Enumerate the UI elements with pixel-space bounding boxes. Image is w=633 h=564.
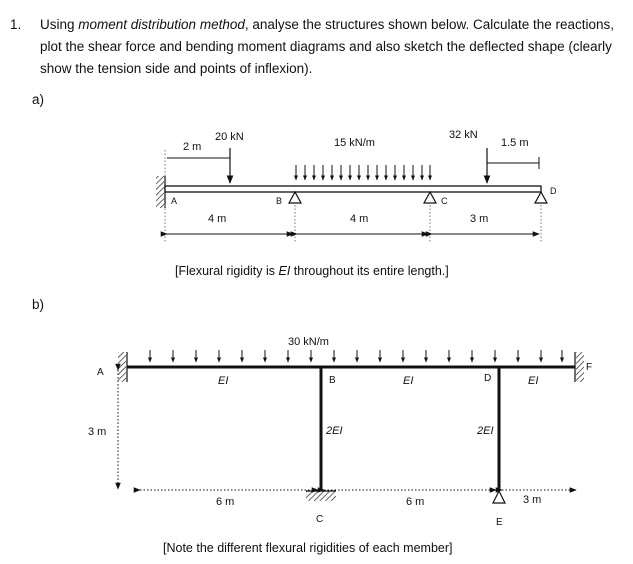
pin-support-d xyxy=(535,192,547,203)
udl-15 xyxy=(296,165,430,180)
ei-ab-label: EI xyxy=(218,375,229,387)
node-d-label: D xyxy=(550,186,557,196)
node-b-e-label: E xyxy=(496,517,503,528)
ei-de-label: 2EI xyxy=(477,425,494,437)
beam-a xyxy=(165,186,541,192)
node-b-b-label: B xyxy=(329,375,336,386)
pin-support-b xyxy=(289,192,301,203)
span-ce-label: 6 m xyxy=(406,496,425,508)
node-b-c-label: C xyxy=(316,514,324,525)
node-b-a-label: A xyxy=(97,367,104,378)
note-a: [Flexural rigidity is EI throughout its entire length.] xyxy=(175,264,449,278)
question-line-3: show the tension side and points of inflexion). xyxy=(40,61,313,76)
ei-bc-label: 2EI xyxy=(326,425,343,437)
fixed-support-a xyxy=(156,176,164,208)
label-2m: 2 m xyxy=(183,141,202,153)
udl-30 xyxy=(150,350,562,362)
question-line-2: plot the shear force and bending moment diagrams and also sketch the deflected shape (clearly xyxy=(40,39,612,54)
part-b-label: b) xyxy=(32,297,45,312)
span-bc-label: 4 m xyxy=(350,213,369,225)
note-b: [Note the different flexural rigidities of each member] xyxy=(163,541,453,555)
pin-support-e xyxy=(493,491,505,503)
span-ac-label: 6 m xyxy=(216,496,235,508)
node-b-d-label: D xyxy=(484,373,492,384)
ei-bd-label: EI xyxy=(403,375,414,387)
part-b-diagram xyxy=(88,336,592,555)
span-cd-label: 3 m xyxy=(470,213,489,225)
pin-support-c xyxy=(424,192,436,203)
label-15knm: 15 kN/m xyxy=(334,137,375,149)
span-ef-label: 3 m xyxy=(523,494,542,506)
span-ab-label: 4 m xyxy=(208,213,227,225)
question-line-1: Using moment distribution method, analyse the structures shown below. Calculate the reactions, xyxy=(40,17,615,32)
part-a-label: a) xyxy=(32,92,45,107)
fixed-support-c xyxy=(306,491,336,501)
node-b-label: B xyxy=(276,196,283,206)
label-20kn: 20 kN xyxy=(215,131,244,143)
method-name: moment distribution method xyxy=(78,17,245,32)
node-c-label: C xyxy=(441,196,448,206)
fixed-support-b-a xyxy=(118,352,126,382)
node-b-f-label: F xyxy=(586,362,593,373)
label-1-5m: 1.5 m xyxy=(501,137,529,149)
fixed-support-f xyxy=(576,352,584,382)
node-a-label: A xyxy=(171,196,178,206)
label-30knm: 30 kN/m xyxy=(288,336,329,348)
part-a-diagram xyxy=(156,129,557,278)
ei-df-label: EI xyxy=(528,375,539,387)
label-32kn: 32 kN xyxy=(449,129,478,141)
question-number: 1. xyxy=(10,17,22,32)
height-label: 3 m xyxy=(88,426,107,438)
